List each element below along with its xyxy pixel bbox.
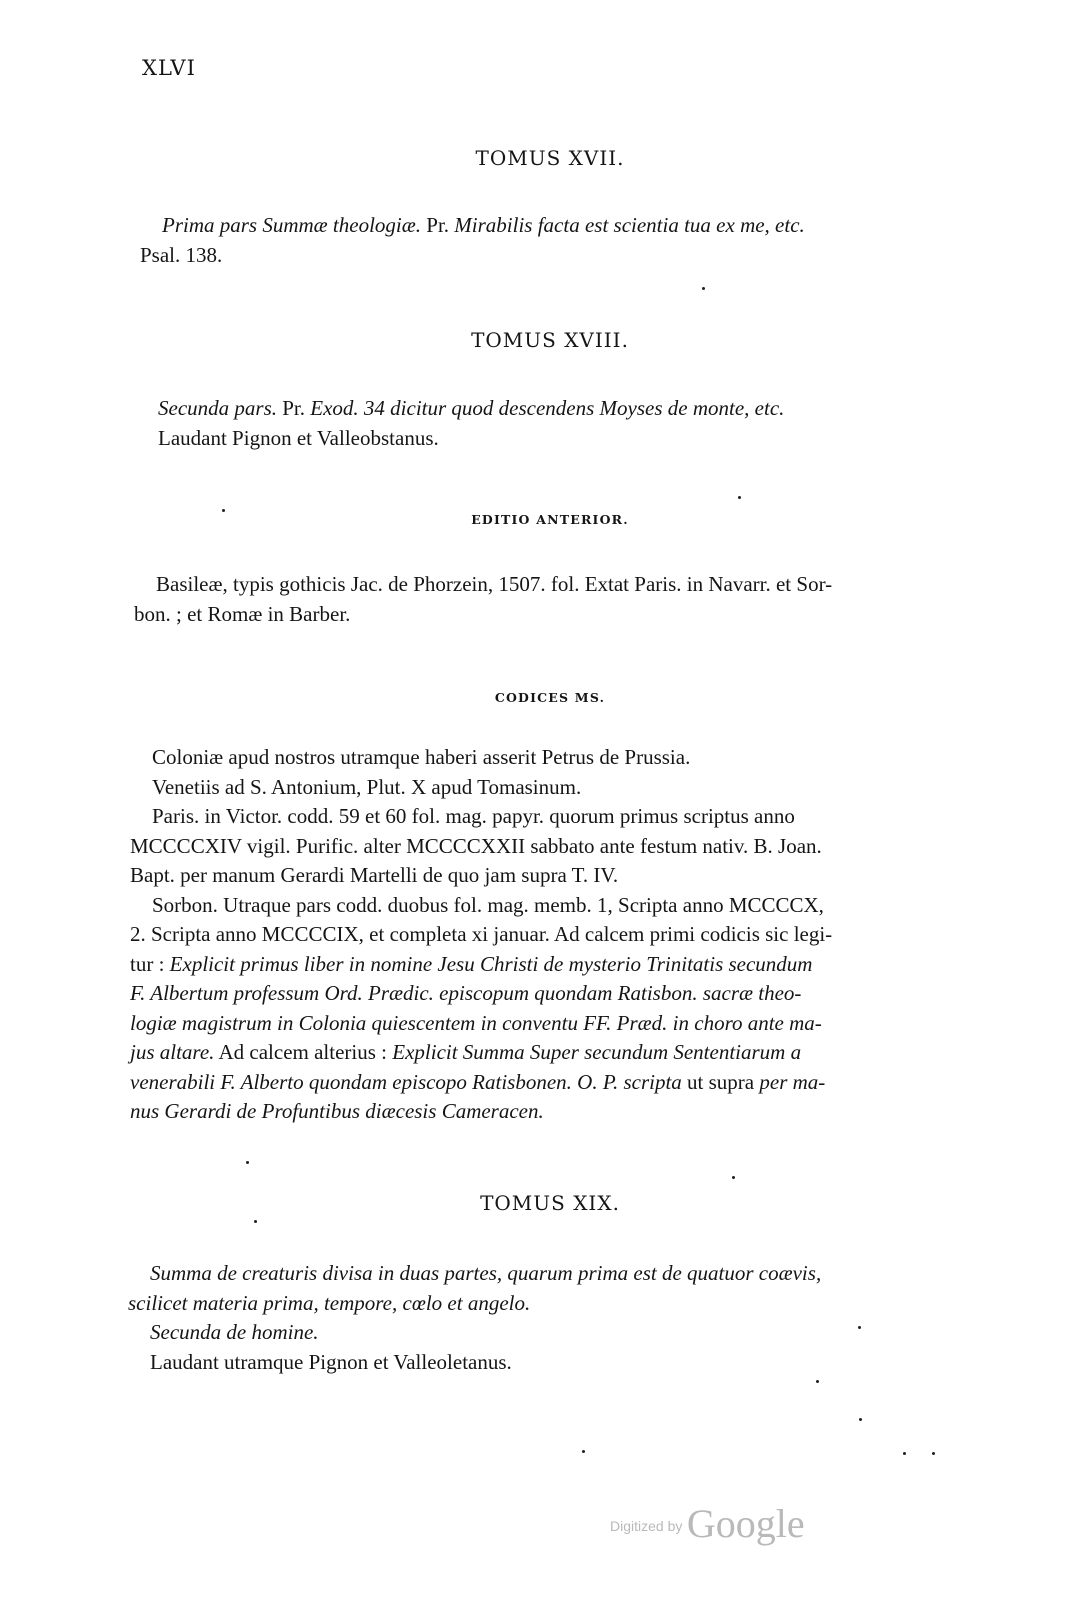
editio-text: [134, 570, 960, 629]
scan-speck: [903, 1452, 906, 1455]
scan-speck: [738, 496, 741, 499]
codices-para-4-line-3: [130, 950, 960, 980]
tomus-17-pr: Pr.: [421, 213, 455, 237]
codices-para-3-line-1: Paris. in Victor. codd. 59 et 60 fol. mag. papyr. quorum primus scriptus anno: [152, 804, 795, 828]
tomus-19-text: [128, 1259, 960, 1377]
codices-para-2: Venetiis ad S. Antonium, Plut. X apud Tomasinum.: [152, 774, 582, 799]
scan-speck: [246, 1161, 249, 1164]
editio-line-2: bon. ; et Romæ in Barber.: [134, 601, 351, 626]
tomus-17-title: Prima pars Summæ theologiæ.: [162, 213, 422, 237]
tomus-17-incipit: Mirabilis facta est scientia tua ex me, etc.: [454, 213, 805, 237]
tomus-17-line-1: [140, 211, 962, 241]
tomus-18-incipit: Exod. 34 dicitur quod descendens Moyses de monte, etc.: [310, 396, 785, 420]
codices-para-4-line-2: 2. Scripta anno MCCCCIX, et completa xi januar. Ad calcem primi codicis sic legi-: [130, 922, 833, 946]
tomus-19-heading: TOMUS XIX.: [480, 1191, 620, 1215]
watermark-logo-text: Google: [686, 1501, 805, 1546]
scan-speck: [732, 1176, 735, 1179]
tomus-18-heading: TOMUS XVIII.: [471, 328, 629, 352]
codices-para-4-line-7: [130, 1068, 960, 1098]
codices-para-3-line-3: Bapt. per manum Gerardi Martelli de quo jam supra T. IV.: [130, 863, 619, 887]
scan-speck: [702, 287, 705, 290]
tomus-18-text: [158, 394, 958, 453]
scan-speck: [932, 1452, 935, 1455]
codices-para-4-line-6-a: jus altare.: [130, 1040, 215, 1064]
tomus-17-line-2: Psal. 138.: [140, 242, 223, 267]
codices-para-4-line-3-a: tur :: [130, 951, 170, 976]
tomus-18-pr: Pr.: [277, 396, 311, 420]
tomus-18-line-2: Laudant Pignon et Valleobstanus.: [158, 425, 439, 450]
tomus-17-text: [140, 211, 962, 270]
scan-speck: [859, 1418, 862, 1421]
codices-para-4-line-7-a: venerabili F. Alberto quondam episcopo Ratisbonen. O. P. scripta: [130, 1069, 682, 1094]
watermark-small-text: Digitized by: [610, 1518, 683, 1534]
codices-heading: CODICES MS.: [494, 690, 606, 705]
codices-para-4-line-6-b: Ad calcem alterius :: [214, 1040, 393, 1064]
codices-para-3-line-2: MCCCCXIV vigil. Purific. alter MCCCCXXII sabbato ante festum nativ. B. Joan.: [130, 833, 822, 858]
codices-para-4-line-1: Sorbon. Utraque pars codd. duobus fol. mag. memb. 1, Scripta anno MCCCCX,: [152, 892, 824, 917]
digitized-by-google-watermark: [610, 1500, 805, 1547]
scan-speck: [222, 509, 225, 512]
tomus-19-line-2: scilicet materia prima, tempore, cœlo et angelo.: [128, 1290, 531, 1315]
scan-speck: [816, 1380, 819, 1383]
page-number: XLVI: [142, 56, 196, 80]
tomus-19-line-4: Laudant utramque Pignon et Valleoletanus.: [150, 1349, 512, 1374]
codices-para-4-line-6-c: Explicit Summa Super secundum Sententiarum a: [392, 1040, 802, 1064]
scan-speck: [858, 1326, 861, 1329]
codices-para-4-line-7-c: per ma-: [759, 1069, 826, 1094]
tomus-18-title: Secunda pars.: [158, 396, 277, 420]
codices-para-4-line-4: F. Albertum professum Ord. Prædic. episcopum quondam Ratisbon. sacræ theo-: [130, 981, 802, 1005]
tomus-18-line-1: [158, 394, 958, 424]
codices-para-4-line-6: [130, 1038, 960, 1068]
tomus-17-heading: TOMUS XVII.: [475, 146, 625, 170]
tomus-19-line-3: Secunda de homine.: [150, 1320, 319, 1344]
codices-para-4-line-3-b: Explicit primus liber in nomine Jesu Christi de mysterio Trinitatis secundum: [169, 951, 813, 976]
scan-speck: [254, 1220, 257, 1223]
codices-para-1: Coloniæ apud nostros utramque haberi asserit Petrus de Prussia.: [152, 745, 691, 769]
codices-text: [130, 743, 960, 1127]
scan-speck: [582, 1450, 585, 1453]
editio-line-1: Basileæ, typis gothicis Jac. de Phorzein, 1507. fol. Extat Paris. in Navarr. et Sor-: [156, 572, 833, 596]
editio-heading: EDITIO ANTERIOR.: [471, 512, 629, 527]
codices-para-4-line-7-b: ut supra: [681, 1069, 760, 1094]
codices-para-4-line-8: nus Gerardi de Profuntibus diæcesis Cameracen.: [130, 1099, 544, 1123]
tomus-19-line-1: Summa de creaturis divisa in duas partes, quarum prima est de quatuor coævis,: [150, 1261, 822, 1285]
codices-para-4-line-5: logiæ magistrum in Colonia quiescentem in conventu FF. Præd. in choro ante ma-: [130, 1010, 822, 1035]
